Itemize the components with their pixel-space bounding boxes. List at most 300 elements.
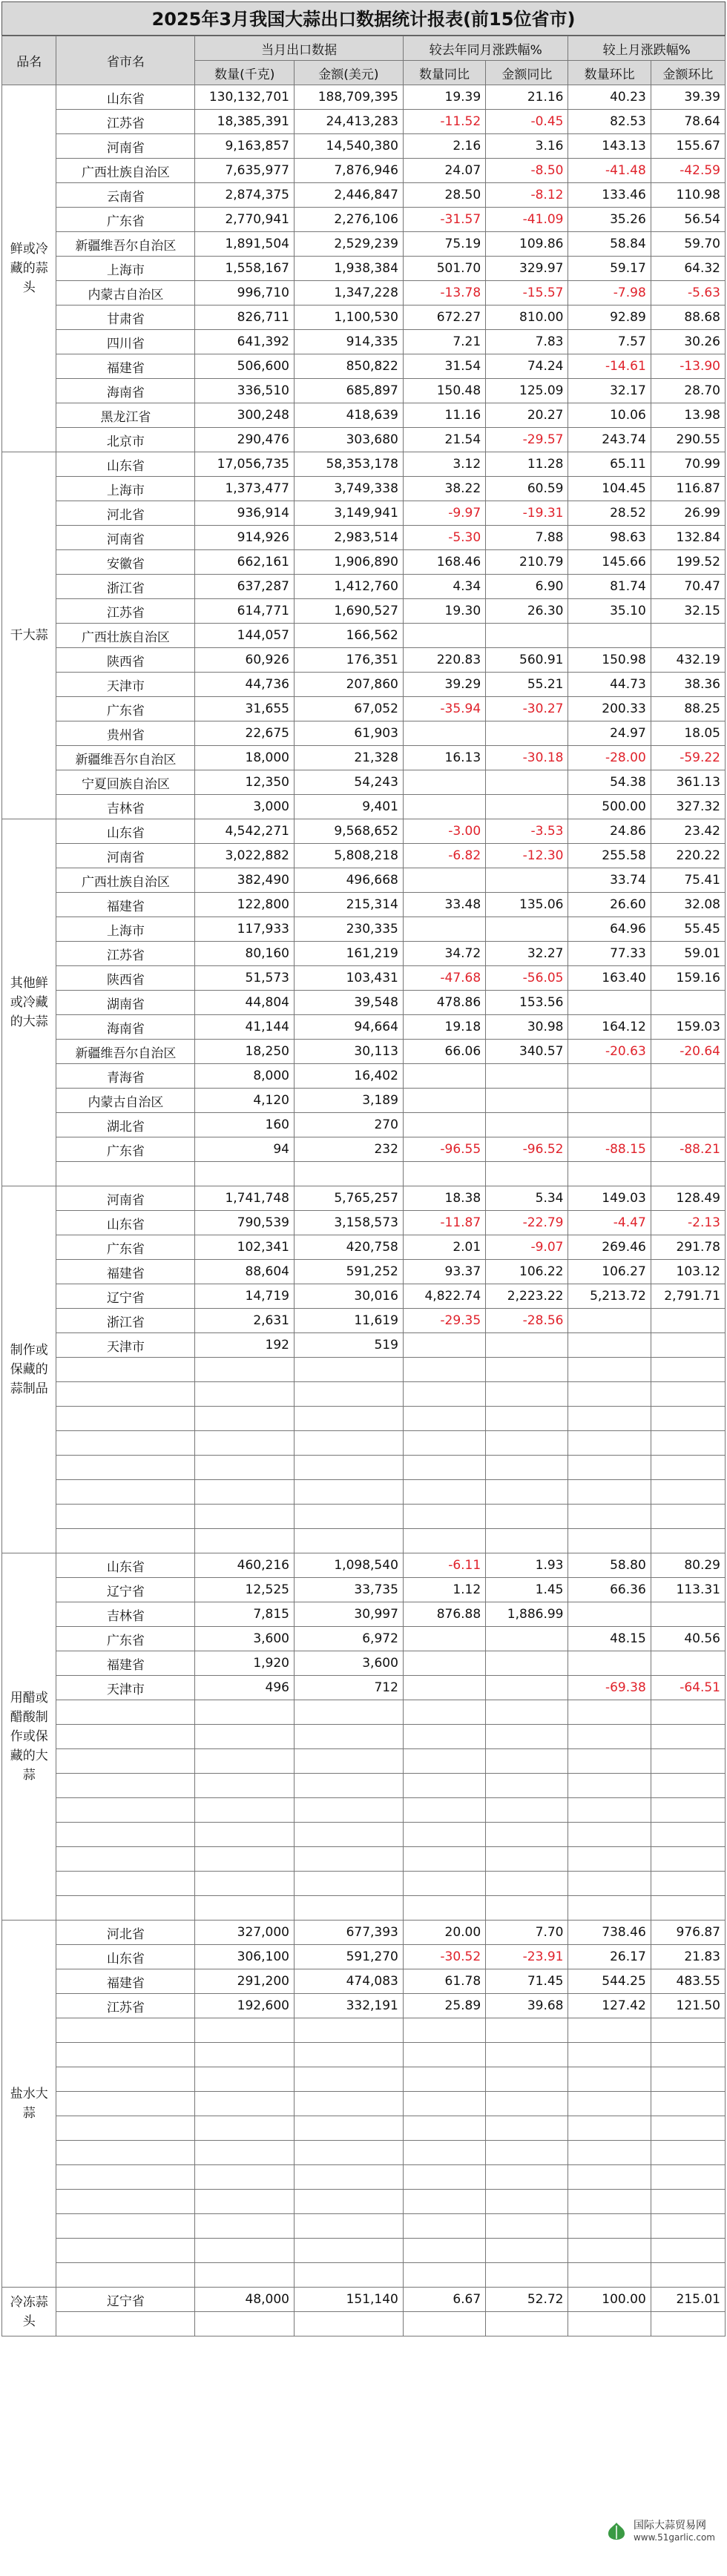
- qty-mom-cell: 738.46: [568, 1921, 651, 1945]
- qty-yoy-cell: [403, 1774, 485, 1798]
- amount-cell: 16,402: [294, 1064, 403, 1089]
- amt-mom-cell: 70.99: [651, 452, 725, 477]
- province-cell: [56, 2067, 195, 2092]
- amount-cell: 5,808,218: [294, 844, 403, 868]
- amt-mom-cell: [651, 2141, 725, 2165]
- amt-yoy-cell: -3.53: [486, 819, 568, 844]
- qty-cell: 4,120: [195, 1089, 295, 1113]
- amt-mom-cell: -2.13: [651, 1211, 725, 1235]
- province-cell: [56, 1162, 195, 1186]
- table-row: [2, 2263, 726, 2288]
- province-cell: 新疆维吾尔自治区: [56, 746, 195, 770]
- brand-url: www.51garlic.com: [633, 2532, 715, 2543]
- qty-cell: 336,510: [195, 379, 295, 403]
- qty-mom-cell: [568, 1407, 651, 1431]
- qty-yoy-cell: [403, 1505, 485, 1529]
- qty-yoy-cell: [403, 1676, 485, 1700]
- amount-cell: 3,149,941: [294, 501, 403, 526]
- table-row: [2, 379, 726, 403]
- amt-yoy-cell: [486, 1872, 568, 1896]
- qty-yoy-cell: [403, 2116, 485, 2141]
- qty-cell: 1,373,477: [195, 477, 295, 501]
- table-row: [2, 1089, 726, 1113]
- table-row: [2, 844, 726, 868]
- table-row: [2, 428, 726, 452]
- qty-mom-cell: [568, 1162, 651, 1186]
- amt-mom-cell: 128.49: [651, 1186, 725, 1211]
- amt-yoy-cell: -96.52: [486, 1137, 568, 1162]
- qty-cell: [195, 2312, 295, 2336]
- qty-mom-cell: [568, 2263, 651, 2288]
- amount-cell: 3,158,573: [294, 1211, 403, 1235]
- table-row: [2, 2018, 726, 2043]
- amt-yoy-cell: -8.50: [486, 159, 568, 183]
- province-cell: 广东省: [56, 697, 195, 721]
- province-cell: 江苏省: [56, 942, 195, 966]
- table-row: [2, 942, 726, 966]
- amt-yoy-cell: [486, 2190, 568, 2214]
- amt-yoy-cell: -12.30: [486, 844, 568, 868]
- amt-yoy-cell: [486, 1382, 568, 1407]
- province-cell: [56, 1407, 195, 1431]
- province-cell: 上海市: [56, 257, 195, 281]
- qty-yoy-cell: [403, 1162, 485, 1186]
- province-cell: [56, 1872, 195, 1896]
- amt-mom-cell: 220.22: [651, 844, 725, 868]
- qty-mom-cell: -20.63: [568, 1040, 651, 1064]
- amt-yoy-cell: 5.34: [486, 1186, 568, 1211]
- amt-mom-cell: 56.54: [651, 208, 725, 232]
- amount-cell: 496,668: [294, 868, 403, 893]
- amount-cell: 1,690,527: [294, 599, 403, 624]
- amt-mom-cell: 159.16: [651, 966, 725, 991]
- amt-mom-cell: 28.70: [651, 379, 725, 403]
- amt-mom-cell: 290.55: [651, 428, 725, 452]
- amount-cell: 21,328: [294, 746, 403, 770]
- amt-yoy-cell: 109.86: [486, 232, 568, 257]
- province-cell: [56, 1798, 195, 1823]
- amt-mom-cell: [651, 1725, 725, 1749]
- amount-cell: 591,270: [294, 1945, 403, 1969]
- amount-cell: 161,219: [294, 942, 403, 966]
- qty-cell: 14,719: [195, 1284, 295, 1309]
- table-row: [2, 1627, 726, 1651]
- amount-cell: 2,446,847: [294, 183, 403, 208]
- table-row: [2, 1651, 726, 1676]
- qty-mom-cell: 133.46: [568, 183, 651, 208]
- province-cell: 甘肃省: [56, 306, 195, 330]
- table-row: [2, 501, 726, 526]
- qty-cell: 2,631: [195, 1309, 295, 1333]
- province-cell: 江苏省: [56, 599, 195, 624]
- amount-cell: 39,548: [294, 991, 403, 1015]
- table-row: [2, 1505, 726, 1529]
- qty-cell: 327,000: [195, 1921, 295, 1945]
- qty-cell: 7,815: [195, 1602, 295, 1627]
- amt-mom-cell: [651, 2165, 725, 2190]
- qty-yoy-cell: 168.46: [403, 550, 485, 575]
- province-cell: [56, 1480, 195, 1505]
- amt-yoy-cell: 810.00: [486, 306, 568, 330]
- amt-yoy-cell: 106.22: [486, 1260, 568, 1284]
- amount-cell: 7,876,946: [294, 159, 403, 183]
- qty-yoy-cell: 6.67: [403, 2288, 485, 2312]
- qty-yoy-cell: -47.68: [403, 966, 485, 991]
- header-amt-yoy: 金额同比: [486, 61, 568, 85]
- qty-mom-cell: [568, 2214, 651, 2239]
- amt-mom-cell: 18.05: [651, 721, 725, 746]
- amt-mom-cell: [651, 1431, 725, 1456]
- qty-yoy-cell: [403, 2043, 485, 2067]
- table-row: [2, 1798, 726, 1823]
- amt-mom-cell: [651, 1505, 725, 1529]
- table-row: [2, 1896, 726, 1921]
- amt-mom-cell: 80.29: [651, 1553, 725, 1578]
- amt-mom-cell: [651, 2043, 725, 2067]
- amt-mom-cell: [651, 1382, 725, 1407]
- qty-mom-cell: 65.11: [568, 452, 651, 477]
- amt-mom-cell: [651, 1309, 725, 1333]
- amt-yoy-cell: [486, 624, 568, 648]
- qty-yoy-cell: 16.13: [403, 746, 485, 770]
- qty-yoy-cell: [403, 1382, 485, 1407]
- qty-mom-cell: [568, 2116, 651, 2141]
- province-cell: 陕西省: [56, 966, 195, 991]
- qty-mom-cell: [568, 1529, 651, 1553]
- amt-yoy-cell: [486, 1774, 568, 1798]
- qty-yoy-cell: 19.30: [403, 599, 485, 624]
- province-cell: 山东省: [56, 452, 195, 477]
- amt-mom-cell: 110.98: [651, 183, 725, 208]
- qty-yoy-cell: -13.78: [403, 281, 485, 306]
- province-cell: 北京市: [56, 428, 195, 452]
- table-row: [2, 1676, 726, 1700]
- table-row: [2, 1113, 726, 1137]
- amount-cell: 2,983,514: [294, 526, 403, 550]
- amt-mom-cell: 75.41: [651, 868, 725, 893]
- qty-yoy-cell: 25.89: [403, 1994, 485, 2018]
- qty-yoy-cell: -9.97: [403, 501, 485, 526]
- qty-cell: 2,874,375: [195, 183, 295, 208]
- qty-yoy-cell: [403, 1480, 485, 1505]
- qty-mom-cell: [568, 1382, 651, 1407]
- qty-mom-cell: [568, 2312, 651, 2336]
- province-cell: 浙江省: [56, 575, 195, 599]
- qty-cell: [195, 1774, 295, 1798]
- table-row: [2, 868, 726, 893]
- amount-cell: 67,052: [294, 697, 403, 721]
- amount-cell: 712: [294, 1676, 403, 1700]
- amt-yoy-cell: 11.28: [486, 452, 568, 477]
- province-cell: [56, 1749, 195, 1774]
- amt-yoy-cell: [486, 2165, 568, 2190]
- table-row: [2, 159, 726, 183]
- amt-yoy-cell: [486, 2067, 568, 2092]
- table-row: [2, 795, 726, 819]
- amt-yoy-cell: -9.07: [486, 1235, 568, 1260]
- qty-yoy-cell: [403, 795, 485, 819]
- amt-mom-cell: [651, 1823, 725, 1847]
- amount-cell: 188,709,395: [294, 85, 403, 110]
- amount-cell: [294, 1823, 403, 1847]
- table-row: [2, 1872, 726, 1896]
- amount-cell: 677,393: [294, 1921, 403, 1945]
- amount-cell: 270: [294, 1113, 403, 1137]
- qty-mom-cell: -69.38: [568, 1676, 651, 1700]
- amt-mom-cell: -20.64: [651, 1040, 725, 1064]
- amount-cell: 58,353,178: [294, 452, 403, 477]
- qty-yoy-cell: [403, 2312, 485, 2336]
- amt-yoy-cell: 7.70: [486, 1921, 568, 1945]
- amt-mom-cell: 40.56: [651, 1627, 725, 1651]
- amt-yoy-cell: [486, 2043, 568, 2067]
- qty-yoy-cell: [403, 1627, 485, 1651]
- amt-yoy-cell: -19.31: [486, 501, 568, 526]
- qty-cell: 22,675: [195, 721, 295, 746]
- qty-mom-cell: -41.48: [568, 159, 651, 183]
- qty-mom-cell: 82.53: [568, 110, 651, 134]
- table-row: [2, 1921, 726, 1945]
- amt-mom-cell: [651, 1798, 725, 1823]
- amt-mom-cell: [651, 2067, 725, 2092]
- qty-yoy-cell: -11.52: [403, 110, 485, 134]
- province-cell: 广东省: [56, 1235, 195, 1260]
- province-cell: 云南省: [56, 183, 195, 208]
- table-row: [2, 232, 726, 257]
- qty-mom-cell: [568, 1823, 651, 1847]
- qty-cell: [195, 1823, 295, 1847]
- amount-cell: 1,100,530: [294, 306, 403, 330]
- amt-yoy-cell: -30.18: [486, 746, 568, 770]
- amount-cell: 303,680: [294, 428, 403, 452]
- table-row: [2, 991, 726, 1015]
- table-row: [2, 354, 726, 379]
- amt-yoy-cell: 71.45: [486, 1969, 568, 1994]
- amt-yoy-cell: 6.90: [486, 575, 568, 599]
- amount-cell: 1,412,760: [294, 575, 403, 599]
- table-row: [2, 1578, 726, 1602]
- qty-mom-cell: 58.84: [568, 232, 651, 257]
- amt-yoy-cell: 32.27: [486, 942, 568, 966]
- amount-cell: [294, 1700, 403, 1725]
- qty-cell: [195, 2141, 295, 2165]
- amt-yoy-cell: 340.57: [486, 1040, 568, 1064]
- amt-yoy-cell: 3.16: [486, 134, 568, 159]
- qty-yoy-cell: -29.35: [403, 1309, 485, 1333]
- amt-yoy-cell: [486, 2214, 568, 2239]
- table-row: [2, 110, 726, 134]
- amount-cell: 1,906,890: [294, 550, 403, 575]
- qty-cell: [195, 1456, 295, 1480]
- province-cell: [56, 1358, 195, 1382]
- qty-cell: 936,914: [195, 501, 295, 526]
- province-cell: 上海市: [56, 917, 195, 942]
- qty-cell: 44,804: [195, 991, 295, 1015]
- qty-yoy-cell: 478.86: [403, 991, 485, 1015]
- amt-yoy-cell: 39.68: [486, 1994, 568, 2018]
- province-cell: 福建省: [56, 893, 195, 917]
- qty-mom-cell: 92.89: [568, 306, 651, 330]
- amt-mom-cell: -88.21: [651, 1137, 725, 1162]
- qty-mom-cell: 98.63: [568, 526, 651, 550]
- qty-cell: [195, 2239, 295, 2263]
- qty-cell: 7,635,977: [195, 159, 295, 183]
- table-row: [2, 673, 726, 697]
- qty-mom-cell: 40.23: [568, 85, 651, 110]
- qty-yoy-cell: [403, 2214, 485, 2239]
- province-cell: [56, 1847, 195, 1872]
- province-cell: 新疆维吾尔自治区: [56, 232, 195, 257]
- qty-cell: 3,600: [195, 1627, 295, 1651]
- table-row: [2, 526, 726, 550]
- qty-cell: 996,710: [195, 281, 295, 306]
- qty-cell: [195, 2067, 295, 2092]
- amt-yoy-cell: -0.45: [486, 110, 568, 134]
- qty-mom-cell: -14.61: [568, 354, 651, 379]
- province-cell: [56, 2190, 195, 2214]
- qty-mom-cell: 100.00: [568, 2288, 651, 2312]
- amount-cell: [294, 1407, 403, 1431]
- qty-mom-cell: -4.47: [568, 1211, 651, 1235]
- amt-mom-cell: [651, 1113, 725, 1137]
- export-data-table: [1, 36, 726, 2336]
- province-cell: 广东省: [56, 1627, 195, 1651]
- table-row: [2, 1015, 726, 1040]
- qty-cell: [195, 2214, 295, 2239]
- qty-yoy-cell: 38.22: [403, 477, 485, 501]
- table-row: [2, 1211, 726, 1235]
- table-row: [2, 1235, 726, 1260]
- amt-yoy-cell: [486, 1113, 568, 1137]
- qty-mom-cell: [568, 1309, 651, 1333]
- province-cell: [56, 2092, 195, 2116]
- amount-cell: 1,098,540: [294, 1553, 403, 1578]
- amt-mom-cell: [651, 1529, 725, 1553]
- qty-yoy-cell: [403, 1113, 485, 1137]
- table-row: [2, 917, 726, 942]
- amt-mom-cell: [651, 1896, 725, 1921]
- amt-mom-cell: -42.59: [651, 159, 725, 183]
- qty-cell: [195, 2263, 295, 2288]
- amount-cell: 151,140: [294, 2288, 403, 2312]
- amt-mom-cell: -13.90: [651, 354, 725, 379]
- amt-mom-cell: [651, 1774, 725, 1798]
- amt-yoy-cell: [486, 1676, 568, 1700]
- amount-cell: 232: [294, 1137, 403, 1162]
- amt-yoy-cell: 1.45: [486, 1578, 568, 1602]
- amt-yoy-cell: [486, 2239, 568, 2263]
- qty-yoy-cell: [403, 1407, 485, 1431]
- amount-cell: [294, 1382, 403, 1407]
- qty-yoy-cell: [403, 2190, 485, 2214]
- qty-yoy-cell: 61.78: [403, 1969, 485, 1994]
- qty-cell: 662,161: [195, 550, 295, 575]
- qty-yoy-cell: [403, 1456, 485, 1480]
- table-row: [2, 1382, 726, 1407]
- province-cell: 贵州省: [56, 721, 195, 746]
- qty-mom-cell: 26.17: [568, 1945, 651, 1969]
- amount-cell: [294, 2116, 403, 2141]
- qty-yoy-cell: [403, 1896, 485, 1921]
- province-cell: 广西壮族自治区: [56, 624, 195, 648]
- qty-yoy-cell: [403, 1333, 485, 1358]
- amt-yoy-cell: [486, 1505, 568, 1529]
- table-row: [2, 85, 726, 110]
- amt-mom-cell: [651, 2190, 725, 2214]
- amt-yoy-cell: 135.06: [486, 893, 568, 917]
- qty-mom-cell: -88.15: [568, 1137, 651, 1162]
- amount-cell: 850,822: [294, 354, 403, 379]
- table-row: [2, 306, 726, 330]
- table-row: [2, 893, 726, 917]
- province-cell: [56, 2043, 195, 2067]
- amt-mom-cell: [651, 1480, 725, 1505]
- qty-yoy-cell: [403, 2018, 485, 2043]
- qty-yoy-cell: [403, 2092, 485, 2116]
- amt-yoy-cell: 7.83: [486, 330, 568, 354]
- table-row: [2, 648, 726, 673]
- amt-yoy-cell: [486, 868, 568, 893]
- amount-cell: 3,749,338: [294, 477, 403, 501]
- qty-yoy-cell: 75.19: [403, 232, 485, 257]
- qty-yoy-cell: 18.38: [403, 1186, 485, 1211]
- amount-cell: [294, 2141, 403, 2165]
- table-row: [2, 183, 726, 208]
- qty-cell: 117,933: [195, 917, 295, 942]
- amount-cell: [294, 2165, 403, 2190]
- qty-yoy-cell: 21.54: [403, 428, 485, 452]
- qty-mom-cell: [568, 1431, 651, 1456]
- qty-yoy-cell: 19.39: [403, 85, 485, 110]
- qty-yoy-cell: 39.29: [403, 673, 485, 697]
- qty-cell: [195, 2043, 295, 2067]
- header-group-current: 当月出口数据: [195, 36, 403, 61]
- qty-mom-cell: [568, 1798, 651, 1823]
- qty-yoy-cell: 220.83: [403, 648, 485, 673]
- table-row: [2, 1431, 726, 1456]
- amt-yoy-cell: [486, 2312, 568, 2336]
- qty-yoy-cell: -96.55: [403, 1137, 485, 1162]
- province-cell: 福建省: [56, 1260, 195, 1284]
- amt-mom-cell: [651, 1089, 725, 1113]
- province-cell: [56, 2141, 195, 2165]
- qty-cell: [195, 1480, 295, 1505]
- province-cell: [56, 2263, 195, 2288]
- province-cell: [56, 2312, 195, 2336]
- amount-cell: 30,997: [294, 1602, 403, 1627]
- province-cell: [56, 1382, 195, 1407]
- amt-yoy-cell: [486, 721, 568, 746]
- qty-mom-cell: 26.60: [568, 893, 651, 917]
- amount-cell: 3,189: [294, 1089, 403, 1113]
- amt-mom-cell: [651, 624, 725, 648]
- amt-mom-cell: [651, 1407, 725, 1431]
- province-cell: 内蒙古自治区: [56, 281, 195, 306]
- table-row: [2, 1284, 726, 1309]
- qty-mom-cell: [568, 2067, 651, 2092]
- qty-cell: 637,287: [195, 575, 295, 599]
- amt-yoy-cell: -30.27: [486, 697, 568, 721]
- qty-yoy-cell: [403, 1529, 485, 1553]
- amt-yoy-cell: 30.98: [486, 1015, 568, 1040]
- qty-cell: 290,476: [195, 428, 295, 452]
- amount-cell: 14,540,380: [294, 134, 403, 159]
- amt-mom-cell: 32.15: [651, 599, 725, 624]
- amt-yoy-cell: [486, 795, 568, 819]
- province-cell: 陕西省: [56, 648, 195, 673]
- amt-mom-cell: [651, 2263, 725, 2288]
- table-row: [2, 1700, 726, 1725]
